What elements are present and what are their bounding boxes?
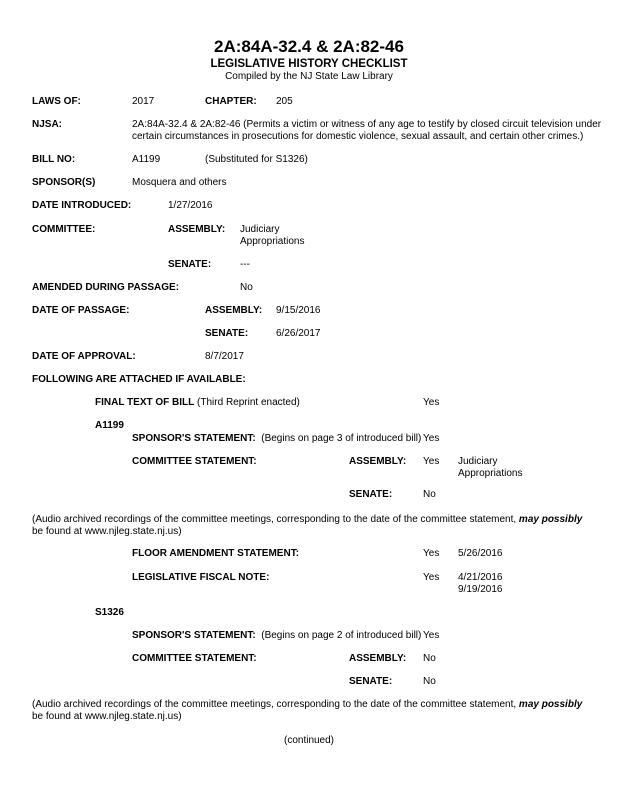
a1199-committee-label: COMMITTEE STATEMENT: xyxy=(132,456,257,467)
njsa-label: NJSA: xyxy=(32,119,63,130)
a1199-sponsor-value: Yes xyxy=(423,433,440,444)
committee-senate-value: --- xyxy=(240,259,250,270)
sponsors-label: SPONSOR(S) xyxy=(32,177,96,188)
date-introduced-value: 1/27/2016 xyxy=(168,200,213,211)
s1326-senate-value: No xyxy=(423,676,436,687)
amended-label: AMENDED DURING PASSAGE: xyxy=(32,282,180,293)
a1199-senate-value: No xyxy=(423,489,436,500)
s1326-sponsor-label: SPONSOR'S STATEMENT: xyxy=(132,630,256,641)
s1326-sponsor-row xyxy=(132,630,421,642)
a1199-assembly-label: ASSEMBLY: xyxy=(349,456,407,467)
bill-no-label: BILL NO: xyxy=(32,154,76,165)
s1326-sponsor-note: (Begins on page 2 of introduced bill) xyxy=(261,630,422,641)
committee-assembly-2: Appropriations xyxy=(240,236,305,247)
page-title: 2A:84A-32.4 & 2A:82-46 xyxy=(214,37,404,56)
audio-note-1-text: (Audio archived recordings of the committee meetings, corresponding to the date of the committee statement, xyxy=(32,514,517,525)
approval-label: DATE OF APPROVAL: xyxy=(32,351,136,362)
chapter-value: 205 xyxy=(276,96,293,107)
a1199-assembly-value: Yes xyxy=(423,456,440,467)
njsa-line-2: certain circumstances in prosecutions for domestic violence, sexual assault, and certain other crimes.) xyxy=(132,131,584,142)
a1199-fiscal-date-1: 4/21/2016 xyxy=(458,572,503,583)
a1199-floor-value: Yes xyxy=(423,548,440,559)
passage-assembly-label: ASSEMBLY: xyxy=(205,305,263,316)
laws-of-label: LAWS OF: xyxy=(32,96,81,107)
a1199-fiscal-value: Yes xyxy=(423,572,440,583)
a1199-sponsor-note: (Begins on page 3 of introduced bill) xyxy=(261,433,422,444)
audio-note-1-emphasis: may possibly xyxy=(518,514,583,525)
a1199-sponsor-label: SPONSOR'S STATEMENT: xyxy=(132,433,256,444)
sponsors-value: Mosquera and others xyxy=(132,177,227,188)
a1199-assembly-committee-2: Appropriations xyxy=(458,468,523,479)
amended-value: No xyxy=(240,282,253,293)
a1199-fiscal-label: LEGISLATIVE FISCAL NOTE: xyxy=(132,572,270,583)
audio-note-2-line-2: be found at www.njleg.state.nj.us) xyxy=(32,711,182,722)
audio-note-1-line-1 xyxy=(32,514,582,526)
compiled-by: Compiled by the NJ State Law Library xyxy=(225,71,393,82)
passage-senate-value: 6/26/2017 xyxy=(276,328,321,339)
audio-note-1-line-2: be found at www.njleg.state.nj.us) xyxy=(32,526,182,537)
s1326-heading: S1326 xyxy=(95,607,124,618)
approval-value: 8/7/2017 xyxy=(205,351,244,362)
final-text-note: (Third Reprint enacted) xyxy=(197,397,300,408)
s1326-sponsor-value: Yes xyxy=(423,630,440,641)
a1199-senate-label: SENATE: xyxy=(349,489,393,500)
a1199-floor-date: 5/26/2016 xyxy=(458,548,503,559)
continued-footer: (continued) xyxy=(283,735,335,746)
s1326-assembly-label: ASSEMBLY: xyxy=(349,653,407,664)
s1326-senate-label: SENATE: xyxy=(349,676,393,687)
chapter-label: CHAPTER: xyxy=(205,96,257,107)
page-subtitle: LEGISLATIVE HISTORY CHECKLIST xyxy=(210,58,408,70)
final-text-label: FINAL TEXT OF BILL xyxy=(95,397,195,408)
laws-of-value: 2017 xyxy=(132,96,155,107)
a1199-assembly-committee-1: Judiciary xyxy=(458,456,498,467)
final-text-row xyxy=(95,397,300,409)
a1199-heading: A1199 xyxy=(95,420,124,431)
attached-heading: FOLLOWING ARE ATTACHED IF AVAILABLE: xyxy=(32,374,246,385)
a1199-fiscal-date-2: 9/19/2016 xyxy=(458,584,503,595)
audio-note-2-line-1 xyxy=(32,699,582,711)
a1199-sponsor-row xyxy=(132,433,421,445)
committee-assembly-label: ASSEMBLY: xyxy=(168,224,226,235)
bill-no-value: A1199 xyxy=(132,154,161,165)
s1326-assembly-value: No xyxy=(423,653,436,664)
date-introduced-label: DATE INTRODUCED: xyxy=(32,200,132,211)
committee-label: COMMITTEE: xyxy=(32,224,96,235)
s1326-committee-label: COMMITTEE STATEMENT: xyxy=(132,653,257,664)
bill-no-note: (Substituted for S1326) xyxy=(205,154,308,165)
passage-senate-label: SENATE: xyxy=(205,328,249,339)
passage-label: DATE OF PASSAGE: xyxy=(32,305,130,316)
audio-note-2-text: (Audio archived recordings of the committee meetings, corresponding to the date of the committee statement, xyxy=(32,699,517,710)
njsa-line-1: 2A:84A-32.4 & 2A:82-46 (Permits a victim or witness of any age to testify by closed circuit television under xyxy=(132,119,602,130)
committee-senate-label: SENATE: xyxy=(168,259,212,270)
committee-assembly-1: Judiciary xyxy=(240,224,280,235)
audio-note-2-emphasis: may possibly xyxy=(518,699,583,710)
final-text-value: Yes xyxy=(423,397,440,408)
passage-assembly-value: 9/15/2016 xyxy=(276,305,321,316)
a1199-floor-label: FLOOR AMENDMENT STATEMENT: xyxy=(132,548,300,559)
